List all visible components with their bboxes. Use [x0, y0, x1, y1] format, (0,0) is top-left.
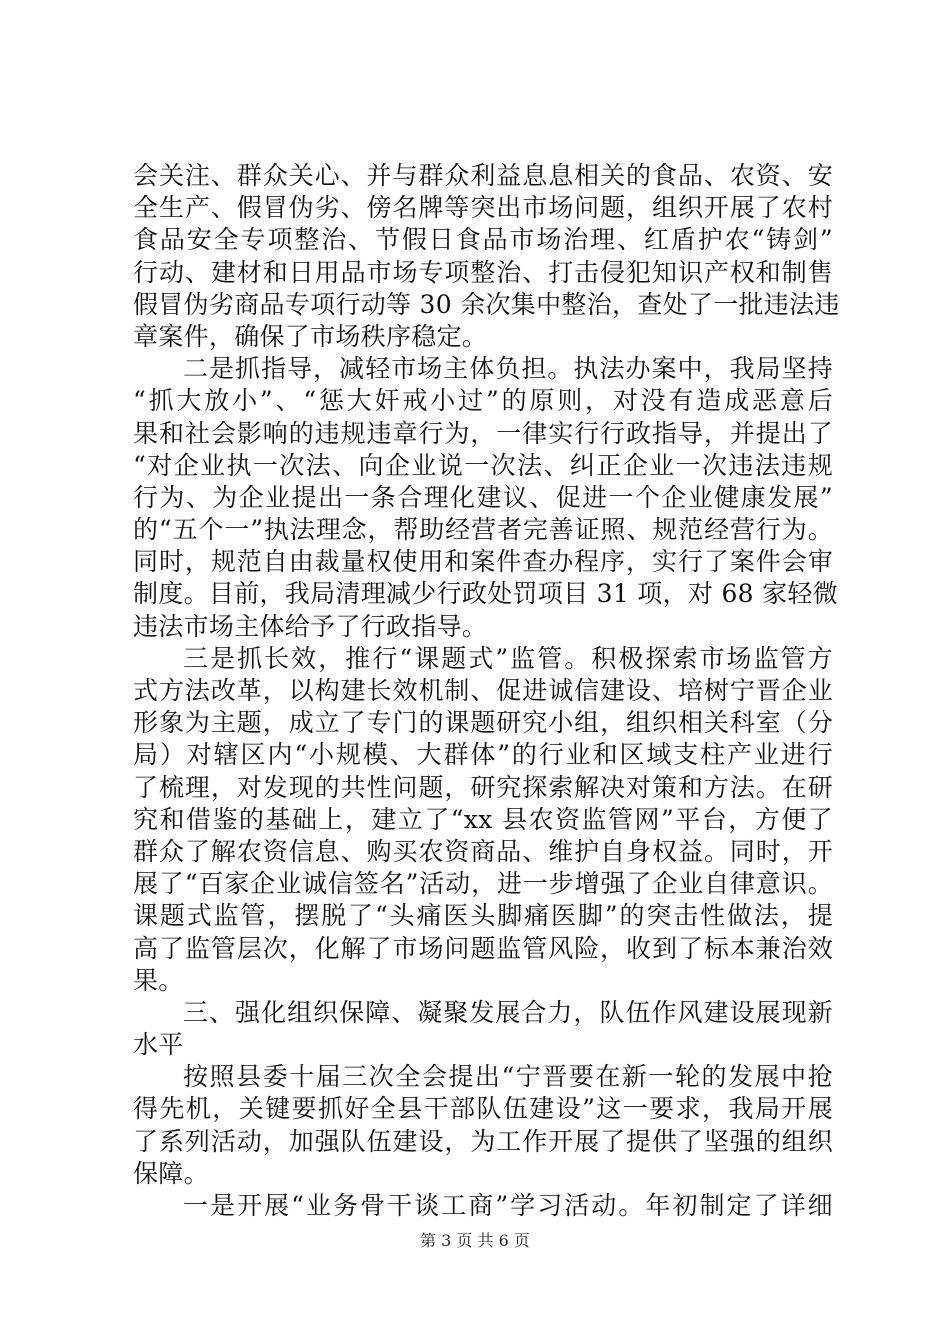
- text-line: 按照县委十届三次全会提出“宁晋要在新一轮的发展中抢: [183, 1062, 833, 1092]
- text-line: 行为、为企业提出一条合理化建议、促进一个企业健康发展”: [133, 482, 833, 512]
- text-line: 究和借鉴的基础上，建立了“xx 县农资监管网”平台，方便了: [133, 804, 833, 834]
- text-line: 式方法改革，以构建长效机制、促进诚信建设、培树宁晋企业: [133, 676, 833, 705]
- page-number-footer: 第 3 页 共 6 页: [420, 1231, 530, 1250]
- text-line: 违法市场主体给予了行政指导。: [133, 611, 488, 641]
- text-line: 会关注、群众关心、并与群众利益息息相关的食品、农资、安: [133, 161, 833, 190]
- document-body: [133, 160, 840, 1222]
- text-line: 展了“百家企业诚信签名”活动，进一步增强了企业自律意识。: [133, 869, 833, 899]
- text-line: 群众了解农资信息、购买农资商品、维护自身权益。同时，开: [133, 836, 833, 866]
- text-line: 局）对辖区内“小规模、大群体”的行业和区域支柱产业进行: [133, 740, 833, 770]
- text-line: 课题式监管，摆脱了“头痛医头脚痛医脚”的突击性做法，提: [133, 901, 833, 931]
- text-line: 保障。: [133, 1158, 209, 1188]
- text-line: 形象为主题，成立了专门的课题研究小组，组织相关科室（分: [133, 708, 833, 738]
- text-line: “抓大放小”、“惩大奸戒小过”的原则，对没有造成恶意后: [133, 386, 833, 416]
- text-line: 高了监管层次，化解了市场问题监管风险，收到了标本兼治效: [133, 933, 833, 963]
- text-line: 果和社会影响的违规违章行为，一律实行行政指导，并提出了: [133, 418, 833, 448]
- text-line: 制度。目前，我局清理减少行政处罚项目 31 项，对 68 家轻微: [133, 579, 839, 609]
- text-line: 果。: [133, 965, 184, 995]
- text-line: 假冒伪劣商品专项行动等 30 余次集中整治，查处了一批违法违: [133, 289, 840, 319]
- text-line: 二是抓指导，减轻市场主体负担。执法办案中，我局坚持: [183, 354, 833, 384]
- text-line: 的“五个一”执法理念，帮助经营者完善证照、规范经营行为。: [133, 515, 833, 545]
- text-line: “对企业执一次法、向企业说一次法、纠正企业一次违法违规: [133, 450, 833, 480]
- text-line: 得先机，关键要抓好全县干部队伍建设”这一要求，我局开展: [133, 1094, 833, 1124]
- text-line: 全生产、假冒伪劣、傍名牌等突出市场问题，组织开展了农村: [133, 193, 833, 223]
- text-line: 三是抓长效，推行“课题式”监管。积极探索市场监管方: [183, 643, 833, 673]
- text-line: 行动、建材和日用品市场专项整治、打击侵犯知识产权和制售: [133, 257, 833, 287]
- text-line: 了系列活动，加强队伍建设，为工作开展了提供了坚强的组织: [133, 1126, 833, 1156]
- text-line: 一是开展“业务骨干谈工商”学习活动。年初制定了详细: [183, 1191, 833, 1220]
- text-line: 章案件，确保了市场秩序稳定。: [133, 321, 488, 351]
- text-line: 三、强化组织保障、凝聚发展合力，队伍作风建设展现新: [183, 997, 833, 1027]
- text-line: 水平: [133, 1030, 184, 1060]
- text-line: 了梳理，对发现的共性问题，研究探索解决对策和方法。在研: [133, 772, 833, 802]
- text-line: 食品安全专项整治、节假日食品市场治理、红盾护农“铸剑”: [133, 225, 833, 255]
- text-line: 同时，规范自由裁量权使用和案件查办程序，实行了案件会审: [133, 547, 833, 577]
